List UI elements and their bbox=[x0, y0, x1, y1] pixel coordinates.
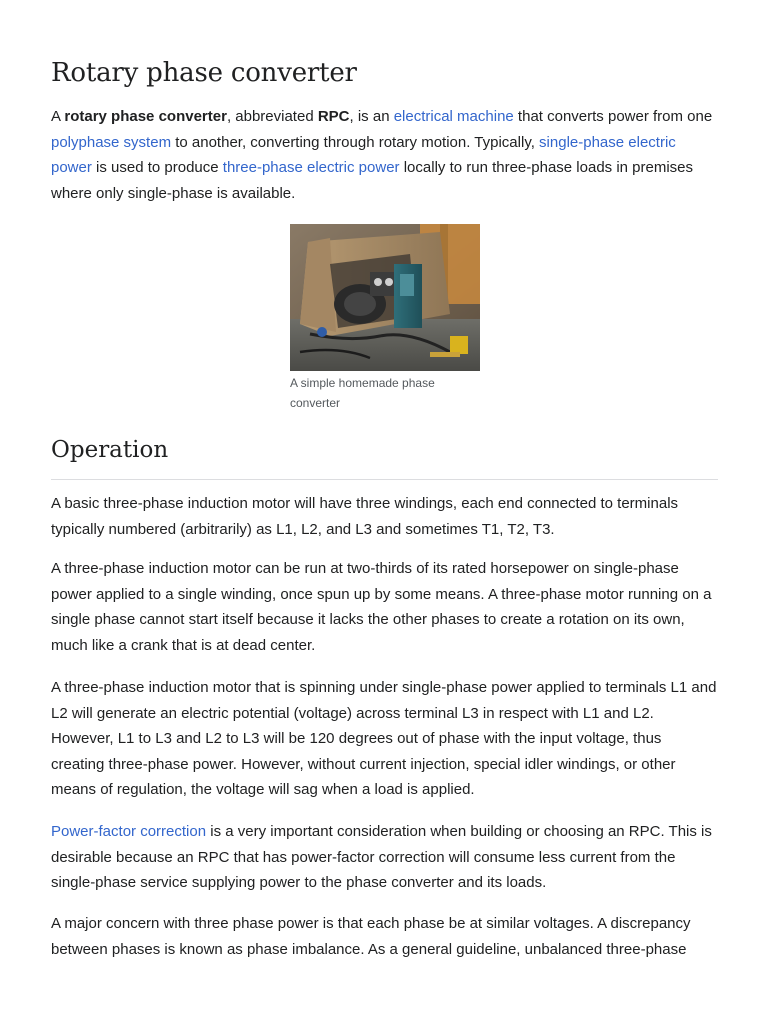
lead-text: , abbreviated bbox=[226, 108, 318, 125]
lead-text: locally to run three-phase loads in premises where only single-phase is available. bbox=[51, 159, 694, 202]
converter-photo[interactable] bbox=[290, 224, 480, 371]
link-polyphase-system[interactable]: polyphase system bbox=[51, 133, 172, 151]
lead-paragraph bbox=[51, 104, 718, 206]
paragraph-4-text: is a very important consideration when building or choosing an RPC. This is desirable because an RPC that has power-factor correction will consume less current from the single-phase service supplying power to the phase converter and its loads. bbox=[51, 823, 712, 891]
paragraph-1: A basic three-phase induction motor will have three windings, each end connected to terminals typically numbered (arbitrarily) as L1, L2, and L3 and sometimes T1, T2, T3. bbox=[51, 495, 679, 538]
paragraph-5: A major concern with three phase power is that each phase be at similar voltages. A discrepancy between phases is known as phase imbalance. As a general guideline, unbalanced three-phase bbox=[51, 915, 691, 958]
link-single-phase-power[interactable]: single-phase electric power bbox=[51, 133, 676, 176]
section-heading-operation: Operation bbox=[51, 437, 169, 463]
link-three-phase-power[interactable]: three-phase electric power bbox=[222, 159, 400, 176]
figure bbox=[290, 224, 480, 413]
figure-caption: A simple homemade phase converter bbox=[290, 376, 435, 410]
link-power-factor-correction[interactable]: Power-factor correction bbox=[51, 823, 207, 840]
paragraph-2: A three-phase induction motor can be run at two-thirds of its rated horsepower on single-phase power applied to a single winding, once spun up by some means. A three-phase motor running on a single phase cannot start itself because it lacks the other phases to create a rotation on its own, much like a crank that is at dead center. bbox=[51, 560, 712, 654]
lead-text: A bbox=[51, 108, 65, 125]
lead-text: to another, converting through rotary motion. Typically, bbox=[171, 133, 540, 151]
link-electrical-machine[interactable]: electrical machine bbox=[393, 108, 514, 125]
page-title: Rotary phase converter bbox=[51, 58, 357, 88]
lead-text: , is an bbox=[349, 108, 394, 125]
lead-text: is used to produce bbox=[91, 159, 223, 176]
paragraph-4 bbox=[51, 819, 718, 896]
paragraph-3: A three-phase induction motor that is spinning under single-phase power applied to terminals L1 and L2 will generate an electric potential (voltage) across terminal L3 in respect with L1 and L2. However, L1 to L3 and L2 to L3 will be 120 degrees out of phase with the input voltage, thus creating three-phase power. However, without current injection, special idler windings, or other means of regulation, the voltage will sag when a load is applied. bbox=[51, 679, 717, 798]
lead-bold-abbrev: RPC bbox=[317, 108, 350, 125]
lead-text: that converts power from one bbox=[513, 108, 713, 125]
lead-bold-term: rotary phase converter bbox=[64, 108, 227, 125]
section-divider bbox=[51, 479, 718, 480]
